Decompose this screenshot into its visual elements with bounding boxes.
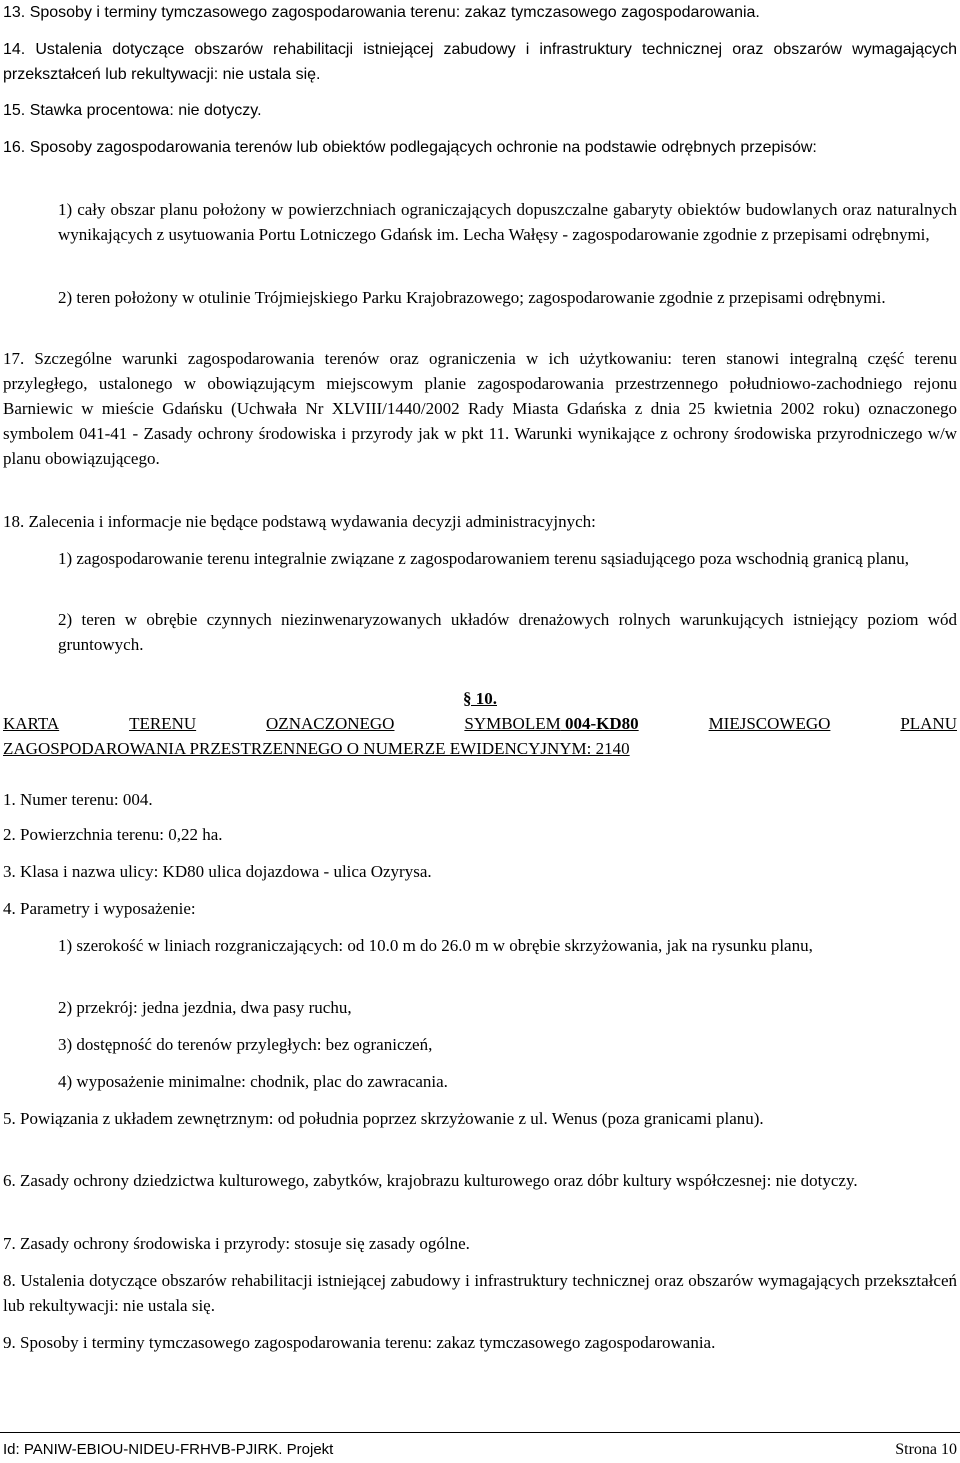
karta-word: PLANU (900, 714, 957, 733)
karta-item-3: 3. Klasa i nazwa ulicy: KD80 ulica dojazdowa - ulica Ozyrysa. (3, 862, 432, 881)
section-number: § 10. (463, 689, 497, 708)
karta-word: KARTA (3, 714, 60, 733)
page-footer (3, 1437, 957, 1462)
item-18-2: 2) teren w obrębie czynnych niezinwenaryzowanych układów drenażowych rolnych warunkujących istniejący poziom wód gruntowych. (58, 610, 957, 654)
karta-heading-line-2: ZAGOSPODAROWANIA PRZESTRZENNEGO O NUMERZE EWIDENCYJNYM: 2140 (3, 739, 630, 758)
item-13: 13. Sposoby i terminy tymczasowego zagospodarowania terenu: zakaz tymczasowego zagospodarowania. (3, 4, 760, 21)
karta-heading (3, 711, 957, 761)
karta-item-8: 8. Ustalenia dotyczące obszarów rehabilitacji istniejącej zabudowy i infrastruktury technicznej oraz obszarów wymagających przekształceń lub rekultywacji: nie ustala się. (3, 1271, 957, 1315)
karta-symbol: 004-KD80 (564, 714, 639, 733)
karta-word: TERENU (129, 714, 197, 733)
karta-item-6: 6. Zasady ochrony dziedzictwa kulturowego, zabytków, krajobrazu kulturowego oraz dóbr kultury współczesnej: nie dotyczy. (3, 1171, 858, 1190)
item-16-2: 2) teren położony w otulinie Trójmiejskiego Parku Krajobrazowego; zagospodarowanie zgodnie z przepisami odrębnymi. (58, 288, 886, 307)
footer-divider (0, 1432, 960, 1433)
karta-item-4-1: 1) szerokość w liniach rozgraniczających: od 10.0 m do 26.0 m w obrębie skrzyżowania, jak na rysunku planu, (58, 936, 813, 955)
karta-item-5: 5. Powiązania z układem zewnętrznym: od południa poprzez skrzyżowanie z ul. Wenus (poza granicami planu). (3, 1109, 764, 1128)
karta-item-9: 9. Sposoby i terminy tymczasowego zagospodarowania terenu: zakaz tymczasowego zagospodarowania. (3, 1333, 716, 1352)
item-17: 17. Szczególne warunki zagospodarowania terenów oraz ograniczenia w ich użytkowaniu: teren stanowi integralną część terenu przyległego, ustalonego w obowiązującym miejscowym planie zagospodarowania przestrzennego południowo-zachodniego rejonu Barniewic w mieście Gdańsku (Uchwała Nr XLVIII/1440/2002 Rady Miasta Gdańska z dnia 25 kwietnia 2002 roku) oznaczonego symbolem 041-41 - Zasady ochrony środowiska i przyrody jak w pkt 11. Warunki wynikające z ochrony środowiska przyrodniczego w/w planu obowiązującego. (3, 349, 957, 468)
item-16-1: 1) cały obszar planu położony w powierzchniach ograniczających dopuszczalne gabaryty obiektów budowlanych oraz naturalnych wynikających z usytuowania Portu Lotniczego Gdańsk im. Lecha Wałęsy - zagospodarowanie zgodnie z przepisami odrębnymi, (58, 200, 957, 244)
item-18: 18. Zalecenia i informacje nie będące podstawą wydawania decyzji administracyjnych: (3, 512, 596, 531)
karta-item-4-4: 4) wyposażenie minimalne: chodnik, plac do zawracania. (58, 1072, 448, 1091)
karta-word: SYMBOLEM (464, 714, 561, 733)
karta-item-7: 7. Zasady ochrony środowiska i przyrody: stosuje się zasady ogólne. (3, 1234, 470, 1253)
karta-item-2: 2. Powierzchnia terenu: 0,22 ha. (3, 825, 223, 844)
karta-word: MIEJSCOWEGO (708, 714, 831, 733)
karta-word: OZNACZONEGO (266, 714, 395, 733)
karta-heading-line-1 (3, 711, 957, 736)
document-id: Id: PANIW-EBIOU-NIDEU-FRHVB-PJIRK. Projekt (3, 1441, 334, 1458)
karta-symbol-group (464, 711, 638, 736)
item-16: 16. Sposoby zagospodarowania terenów lub obiektów podlegających ochronie na podstawie odrębnych przepisów: (3, 139, 817, 156)
karta-item-4-2: 2) przekrój: jedna jezdnia, dwa pasy ruchu, (58, 998, 352, 1017)
item-14: 14. Ustalenia dotyczące obszarów rehabilitacji istniejącej zabudowy i infrastruktury technicznej oraz obszarów wymagających przekształceń lub rekultywacji: nie ustala się. (3, 41, 957, 83)
item-18-1: 1) zagospodarowanie terenu integralnie związane z zagospodarowaniem terenu sąsiadującego poza wschodnią granicą planu, (58, 549, 910, 568)
page-number: Strona 10 (895, 1441, 957, 1458)
item-15: 15. Stawka procentowa: nie dotyczy. (3, 102, 262, 119)
karta-item-4-3: 3) dostępność do terenów przyległych: bez ograniczeń, (58, 1035, 433, 1054)
karta-item-4: 4. Parametry i wyposażenie: (3, 899, 196, 918)
karta-item-1: 1. Numer terenu: 004. (3, 790, 153, 809)
